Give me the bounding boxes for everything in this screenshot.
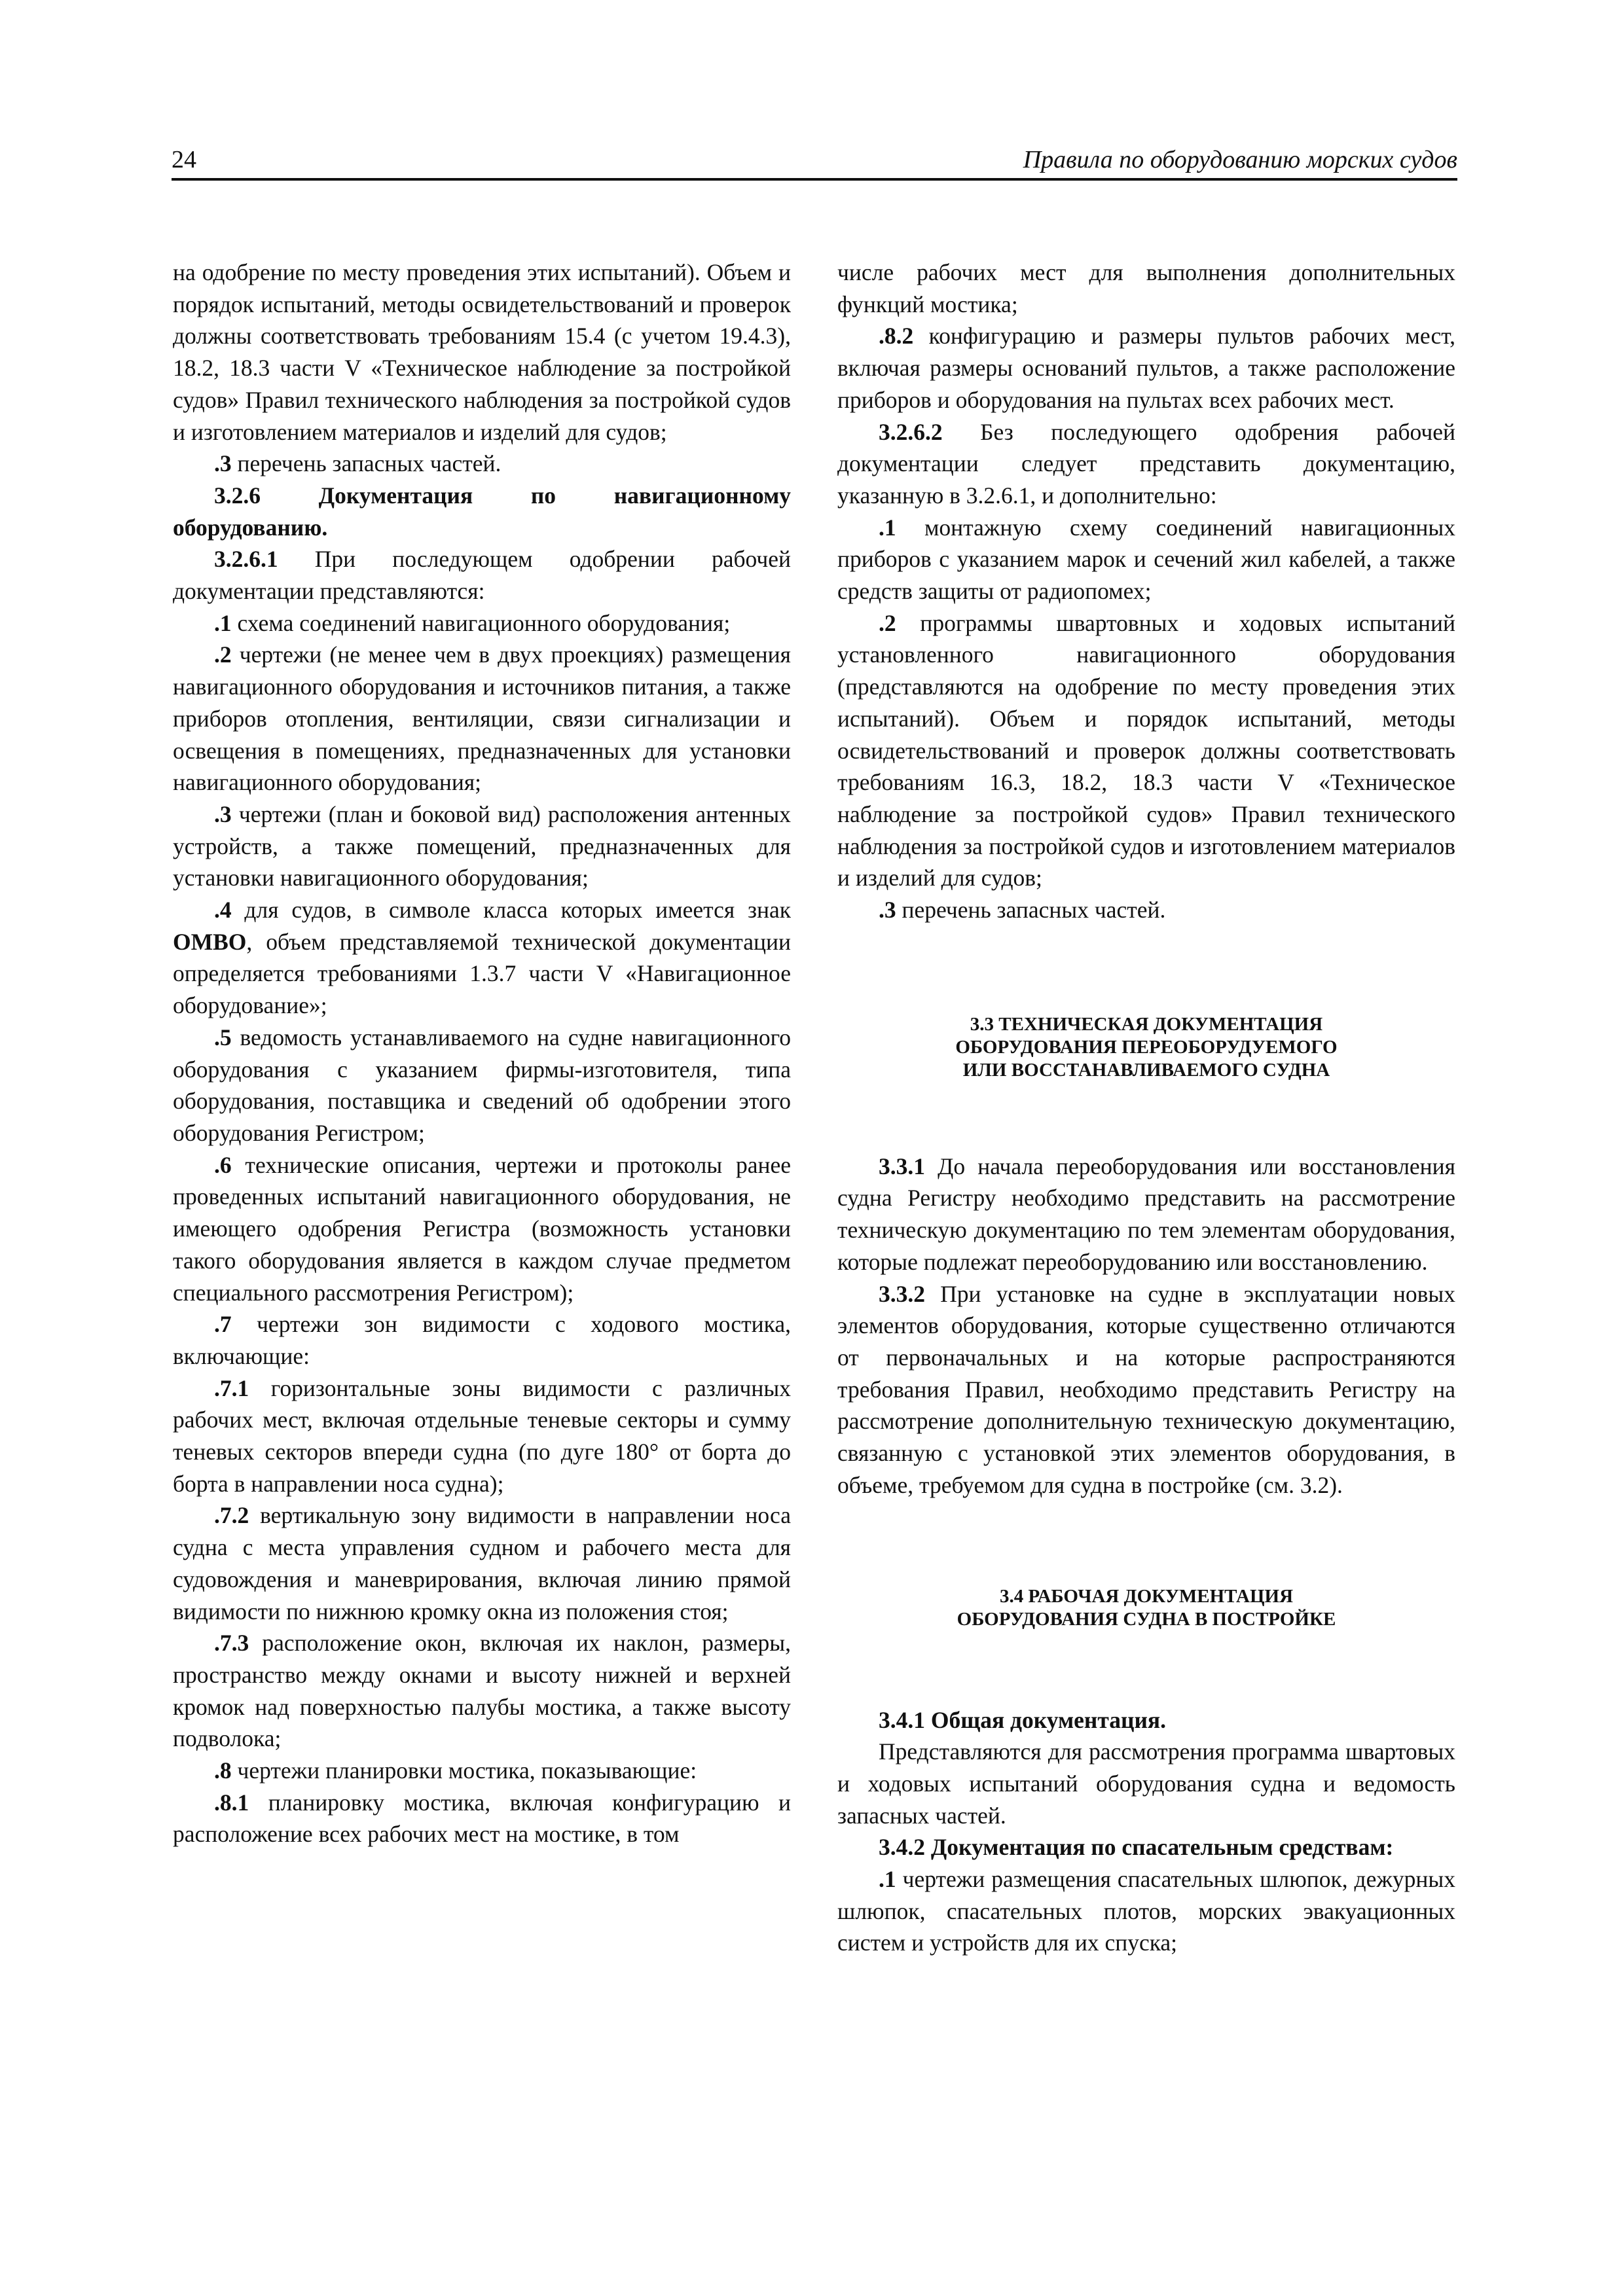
list-item: .3 перечень запасных частей. xyxy=(879,897,1166,924)
class-sign: OMBO xyxy=(173,928,247,955)
list-item: .3 перечень запасных частей. xyxy=(214,450,501,477)
list-item: .8.1 планировку мостика, включая конфигурацию и расположение всех рабочих мест на мостике, в том xyxy=(173,1789,791,1848)
list-item: .1 схема соединений навигационного оборудования; xyxy=(214,609,731,636)
list-item: .1 чертежи размещения спасательных шлюпок, дежурных шлюпок, спасательных плотов, морских эвакуационных систем и устройств для их спуска; xyxy=(837,1866,1455,1956)
section-title-3-3: 3.3 ТЕХНИЧЕСКАЯ ДОКУМЕНТАЦИЯ ОБОРУДОВАНИЯ ПЕРЕОБОРУДУЕМОГО ИЛИ ВОССТАНАВЛИВАЕМОГО СУДНА xyxy=(955,1013,1338,1081)
paragraph: на одобрение по месту проведения этих испытаний). Объем и порядок испытаний, методы освидетельствований и проверок должны соответствовать требованиям 15.4 (с учетом 19.4.3), 18.2, 18.3 части V «Техническое наблюдение за постройкой судов» Правил технического наблюдения за постройкой судов и изготовлением материалов и изделий для судов; xyxy=(173,259,791,445)
running-title: Правила по оборудованию морских судов xyxy=(1023,146,1457,173)
paragraph-3-3-1: 3.3.1 До начала переоборудования или восстановления судна Регистру необходимо представить на рассмотрение техническую документацию по тем элементам оборудования, которые подлежат переоборудованию или восстановлению. xyxy=(837,1153,1455,1275)
left-column xyxy=(173,257,791,1850)
list-item: .7.3 расположение окон, включая их наклон, размеры, пространство между окнами и высоту нижней и верхней кромок над поверхностью палубы мостика, а также высоту подволока; xyxy=(173,1630,791,1752)
list-item: .8 чертежи планировки мостика, показывающие: xyxy=(214,1757,697,1784)
paragraph-3-2-6-2: 3.2.6.2 Без последующего одобрения рабочей документации следует представить документацию, указанную в 3.2.6.1, и дополнительно: xyxy=(837,418,1455,509)
list-item: .7.2 вертикальную зону видимости в направлении носа судна с места управления судном и рабочего места для судовождения и маневрирования, включая линию прямой видимости по нижнюю кромку окна из положения стоя; xyxy=(173,1502,791,1624)
paragraph-3-2-6-1: 3.2.6.1 При последующем одобрении рабочей документации представляются: xyxy=(173,546,791,605)
section-heading-3-2-6: 3.2.6 Документация по навигационному оборудованию. xyxy=(173,482,791,541)
list-item: .7.1 горизонтальные зоны видимости с различных рабочих мест, включая отдельные теневые секторы и сумму теневых секторов впереди судна (по дуге 180° от борта до борта в направлении носа судна); xyxy=(173,1374,791,1497)
paragraph: числе рабочих мест для выполнения дополнительных функций мостика; xyxy=(837,259,1455,317)
list-item: .3 чертежи (план и боковой вид) расположения антенных устройств, а также помещений, предназначенных для установки навигационного оборудования; xyxy=(173,800,791,891)
section-heading-3-4-2: 3.4.2 Документация по спасательным средствам: xyxy=(879,1834,1394,1861)
page-number: 24 xyxy=(172,146,196,173)
list-item: .6 технические описания, чертежи и протоколы ранее проведенных испытаний навигационного оборудования, не имеющего одобрения Регистра (возможность установки такого оборудования является в каждом случае предметом специального рассмотрения Регистром); xyxy=(173,1151,791,1306)
paragraph: Представляются для рассмотрения программа швартовых и ходовых испытаний оборудования судна и ведомость запасных частей. xyxy=(837,1738,1455,1829)
list-item: .2 чертежи (не менее чем в двух проекциях) размещения навигационного оборудования и источников питания, а также приборов отопления, вентиляции, связи сигнализации и освещения в помещениях, предназначенных для установки навигационного оборудования; xyxy=(173,641,791,796)
list-item: .7 чертежи зон видимости с ходового мостика, включающие: xyxy=(173,1311,791,1369)
section-heading-3-4-1: 3.4.1 Общая документация. xyxy=(879,1706,1166,1733)
section-title-3-4: 3.4 РАБОЧАЯ ДОКУМЕНТАЦИЯ ОБОРУДОВАНИЯ СУДНА В ПОСТРОЙКЕ xyxy=(957,1585,1336,1630)
list-item: .2 программы швартовных и ходовых испытаний установленного навигационного оборудования (представляются на одобрение по месту проведения этих испытаний). Объем и порядок испытаний, методы освидетельствований и проверок должны соответствовать требованиям 16.3, 18.2, 18.3 части V «Техническое наблюдение за постройкой судов» Правил технического наблюдения за постройкой судов и изготовлением материалов и изделий для судов; xyxy=(837,609,1455,891)
paragraph-3-3-2: 3.3.2 При установке на судне в эксплуатации новых элементов оборудования, которые существенно отличаются от первоначальных и на которые распространяются требования Правил, необходимо представить Регистру на рассмотрение дополнительную техническую документацию, связанную с установкой этих элементов оборудования, в объеме, требуемом для судна в постройке (см. 3.2). xyxy=(837,1280,1455,1498)
right-column xyxy=(837,257,1455,1959)
page-header xyxy=(172,145,1457,181)
list-item: .1 монтажную схему соединений навигационных приборов с указанием марок и сечений жил кабелей, а также средств защиты от радиопомех; xyxy=(837,514,1455,605)
list-item: .4 для судов, в символе класса которых имеется знак OMBO, объем представляемой технической документации определяется требованиями 1.3.7 части V «Навигационное оборудование»; xyxy=(173,897,791,1019)
list-item: .5 ведомость устанавливаемого на судне навигационного оборудования с указанием фирмы-изготовителя, типа оборудования, поставщика и сведений об одобрении этого оборудования Регистром; xyxy=(173,1024,791,1146)
list-item: .8.2 конфигурацию и размеры пультов рабочих мест, включая размеры оснований пультов, а также расположение приборов и оборудования на пультах всех рабочих мест. xyxy=(837,323,1455,413)
